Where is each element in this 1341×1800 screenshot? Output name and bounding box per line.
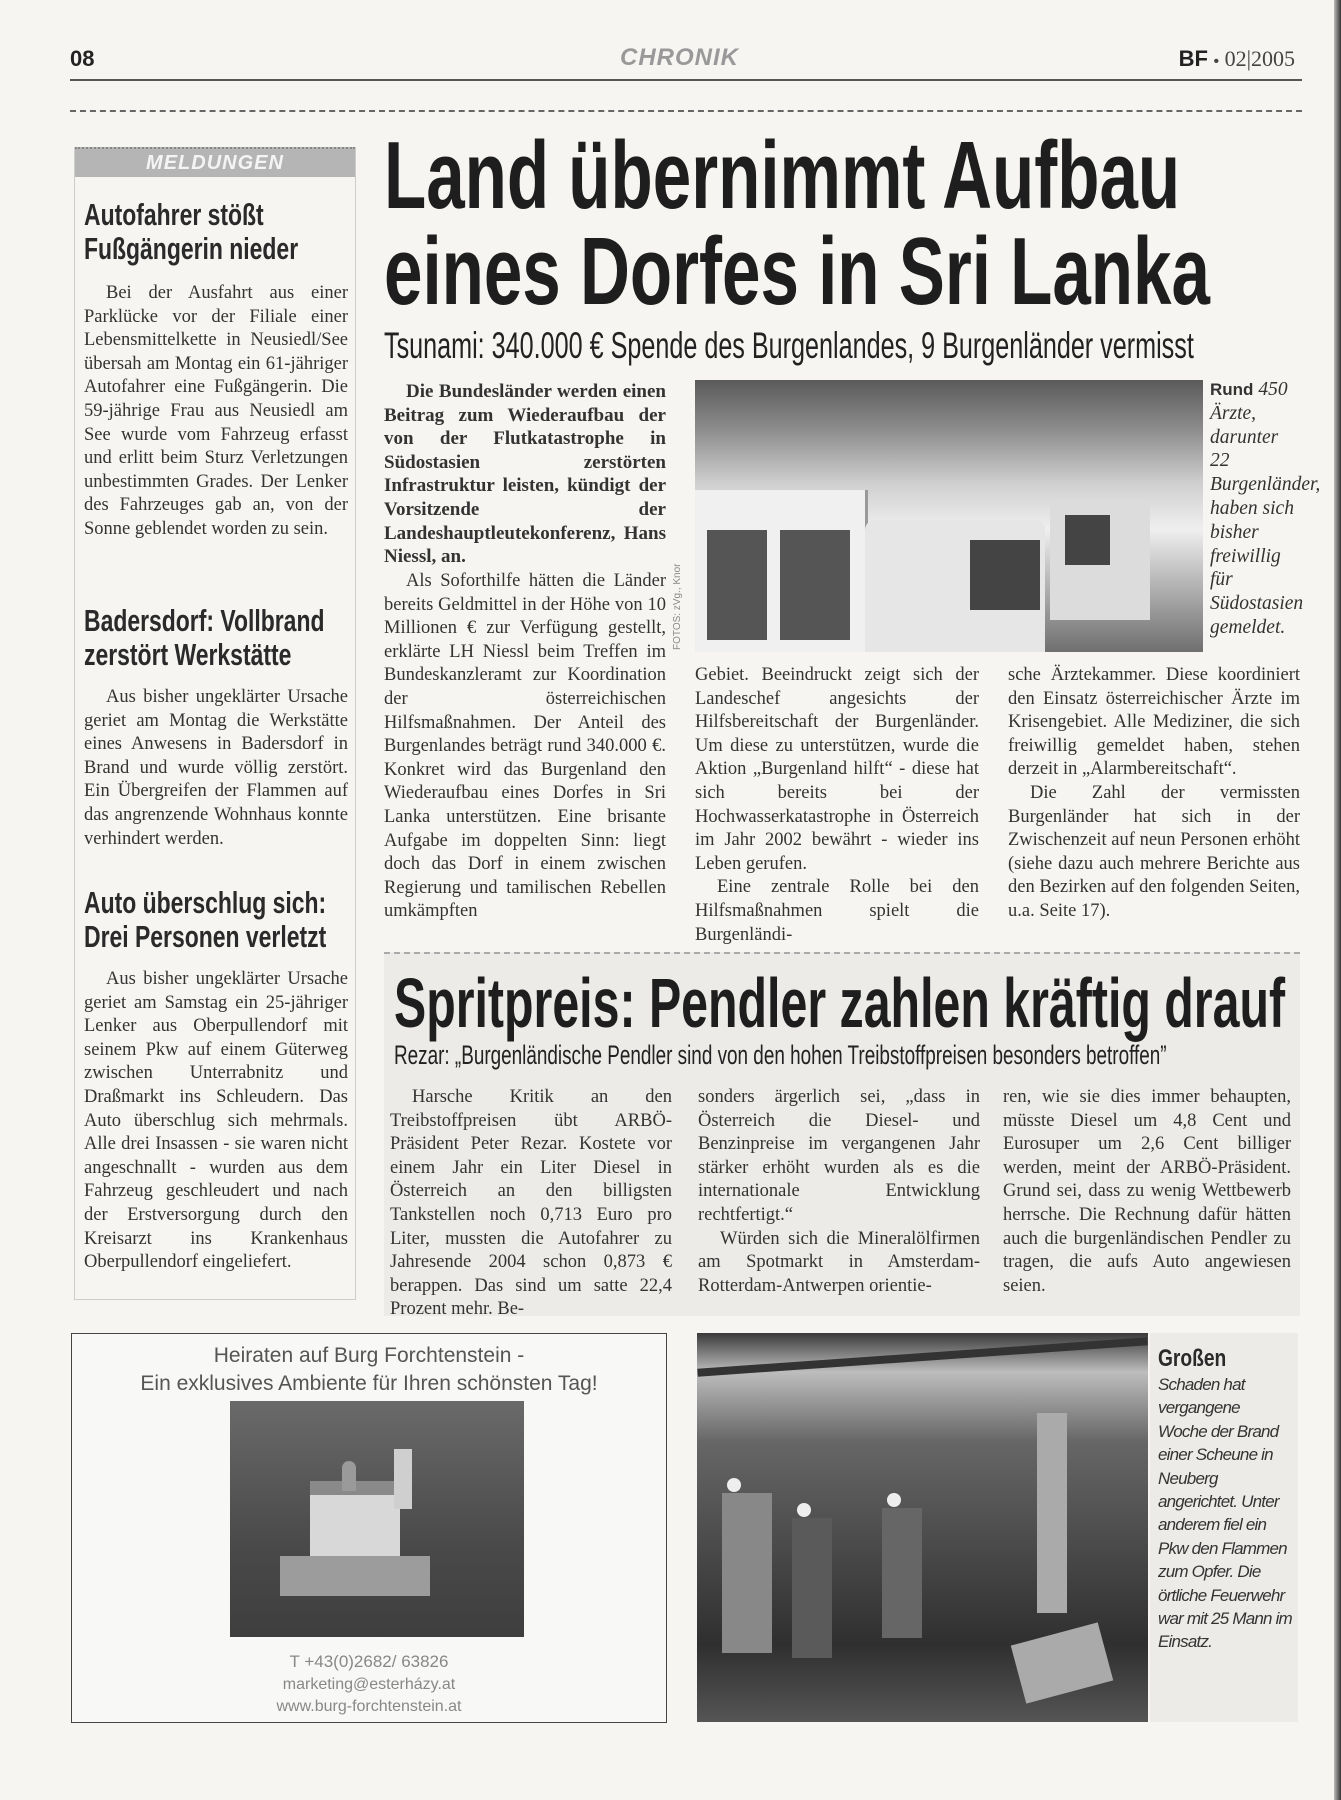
news-item-2 [84,604,348,851]
news-headline-line: Autofahrer stößt [84,197,264,232]
news-headline-line: Badersdorf: Vollbrand [84,603,325,638]
main-headline-line-2: eines Dorfes in Sri Lanka [384,218,1210,325]
caption-text: Schaden hat vergangene Woche der Brand einer Scheune in Neuberg angerichtet. Unter anderem fiel ein Pkw den Flammen zum Opfer. Die örtliche Feuerwehr war mit 25 Mann im Einsatz. [1158,1375,1292,1652]
main-column-1 [384,570,666,924]
news-headline-line: Fußgängerin nieder [84,231,299,266]
page-number: 08 [70,46,95,71]
ad-website[interactable]: www.burg-forchtenstein.at [276,1698,462,1715]
sidebar-label-text: MELDUNGEN [146,152,284,174]
caption-bold: Rund [1210,380,1254,399]
article-paragraph: sche Ärztekammer. Diese koordiniert den Einsatz österreichischer Ärzte im Krisengebiet. Alle Mediziner, die sich freiwillig gemeldet haben, stehen derzeit in „Alarmbereitschaft“. [1008,665,1300,780]
news-text: Aus bisher ungeklärter Ursache geriet am Montag die Werkstätte eines Anwesens in Badersdorf in Brand und wurde völlig zerstört. Ein Übergreifen der Flammen auf das angrenzende Wohnhaus konnte verhindert werden. [84,687,348,849]
caption-text: 450 Ärzte, darunter 22 Burgenländer, haben sich bisher freiwillig für Südostasien gemeldet. [1210,379,1321,638]
second-column-2 [698,1086,980,1298]
main-lead [384,380,666,569]
article-paragraph: Eine zentrale Rolle bei den Hilfsmaßnahmen spielt die Burgenländi- [695,877,979,945]
second-column-1 [390,1086,672,1322]
article-paragraph: Harsche Kritik an den Treibstoffpreisen übt ARBÖ-Präsident Peter Rezar. Kostete vor einem Jahr ein Liter Diesel in Österreich an den billigsten Tankstellen noch 0,713 Euro pro Liter, mussten die Autofahrer zu Jahresende 2004 schon 0,873 € berappen. Das sind um satte 22,4 Prozent mehr. Be- [390,1087,672,1320]
wedding-advertisement [71,1333,667,1723]
issue-number: 02|2005 [1224,46,1295,71]
sidebar-label [75,147,355,177]
photo-credit: FOTOS: zVg., Knor [672,563,683,650]
news-headline-line: Auto überschlug sich: [84,885,327,920]
article-paragraph: sonders ärgerlich sei, „dass in Österreich die Diesel- und Benzinpreise im vergangenen Jahr stärker erhöht wurden als es die internationale Entwicklung rechtfertigt.“ [698,1087,980,1225]
main-column-3 [1008,664,1300,924]
caption-bold: Großen [1158,1345,1227,1372]
barn-fire-caption [1150,1333,1298,1722]
header-rule [70,79,1302,81]
main-column-2 [695,664,979,947]
news-headline [84,886,348,956]
article-paragraph: Gebiet. Beeindruckt zeigt sich der Landeschef angesichts der Hilfsbereitschaft der Burgenländer. Um diese zu unterstützen, wurde die Aktion „Burgenland hilft“ - diese hat sich bereits bei der Hochwasserkatastrophe in Österreich im Jahr 2002 bewährt - wieder ins Leben gerufen. [695,665,979,874]
news-headline-line: Drei Personen verletzt [84,919,327,954]
main-headline-2 [384,218,1341,325]
ad-phone: T +43(0)2682/ 63826 [289,1652,449,1671]
ambulance-photo-caption [1210,378,1321,640]
main-subheadline-text: Tsunami: 340.000 € Spende des Burgenlandes, 9 Burgenländer vermisst [384,325,1194,366]
article-paragraph: ren, wie sie dies immer behaupten, müsste Diesel um 4,8 Cent und Eurosuper um 2,6 Cent billiger werden, meint der ARBÖ-Präsident. Grund sei, dass zu wenig Wettbewerb herrsche. Die Rechnung dafür hätten auch die burgenländischen Pendler zu tragen, die aufs Auto angewiesen seien. [1003,1087,1291,1296]
main-headline-line-1: Land übernimmt Aufbau [384,122,1181,229]
castle-photo [230,1401,524,1637]
ad-title-1: Heiraten auf Burg Forchtenstein - [213,1344,525,1367]
issue-info [1179,46,1295,72]
news-headline [84,198,348,268]
barn-fire-photo [697,1333,1148,1722]
second-column-3 [1003,1086,1291,1298]
publication-name: BF [1178,46,1208,71]
ad-title-2: Ein exklusives Ambiente für Ihren schönsten Tag! [140,1372,598,1395]
article-paragraph: Würden sich die Mineralölfirmen am Spotmarkt in Amsterdam-Rotterdam-Antwerpen orientie- [698,1228,980,1296]
dashed-divider [70,110,1302,112]
second-headline [394,964,1341,1042]
main-headline [384,122,1341,229]
ad-email[interactable]: marketing@esterházy.at [282,1676,456,1693]
news-item-3 [84,886,348,1275]
news-text: Aus bisher ungeklärter Ursache geriet am Samstag ein 25-jähriger Lenker aus Oberpullendorf mit seinem Pkw auf einem Güterweg zwischen Unterrabnitz und Draßmarkt ins Schleudern. Das Auto überschlug sich mehrmals. Alle drei Insassen - sie waren nicht angeschnallt - wurden aus dem Fahrzeug geschleudert und nach der Erstversorgung durch den Kreisarzt ins Krankenhaus Oberpullendorf eingeliefert. [84,969,348,1273]
page-binding-shadow [1334,0,1341,1800]
news-text: Bei der Ausfahrt aus einer Parklücke vor der Filiale einer Lebensmittelkette in Neusiedl/See übersah am Montag ein 61-jähriger Autofahrer eine Fußgängerin. Die 59-jährige Frau aus Neusiedl am See wurde vom Fahrzeug erfasst und erlitt beim Sturz Verletzungen unbestimmten Grades. Der Lenker des Fahrzeuges gab an, von der Sonne geblendet worden zu sein. [84,283,348,539]
lead-text: Die Bundesländer werden einen Beitrag zum Wiederaufbau der von der Flutkatastrophe in Südostasien zerstörten Infrastruktur leisten, kündigt der Vorsitzende der Landeshauptleutekonferenz, Hans Niessl, an. [384,381,666,568]
second-subheadline [394,1040,1341,1070]
ambulance-photo [695,380,1203,652]
news-item-1 [84,198,348,542]
news-headline [84,604,348,674]
second-headline-text: Spritpreis: Pendler zahlen kräftig drauf [394,964,1286,1042]
main-subheadline [384,326,1341,366]
separator-dot: • [1213,53,1220,70]
news-headline-line: zerstört Werkstätte [84,637,292,672]
section-title: CHRONIK [620,44,739,71]
article-paragraph: Als Soforthilfe hätten die Länder bereits Geldmittel in der Höhe von 10 Millionen € zur Verfügung gestellt, erklärte LH Niessl beim Treffen im Bundeskanzleramt zur Koordination der österreichischen Hilfsmaßnahmen. Der Anteil des Burgenlandes beträgt rund 340.000 €. Konkret wird das Burgenland den Wiederaufbau eines Dorfes in Sri Lanka unterstützen. Eine brisante Aufgabe im doppelten Sinn: liegt doch das Dorf in einem zwischen Regierung und tamilischen Rebellen umkämpften [384,571,666,922]
second-subheadline-text: Rezar: „Burgenländische Pendler sind von den hohen Treibstoffpreisen besonders betroffen” [394,1040,1167,1070]
article-paragraph: Die Zahl der vermissten Burgenländer hat sich in der Zwischenzeit auf neun Personen erhöht (siehe dazu auch mehrere Berichte aus den Bezirken auf den folgenden Seiten, u.a. Seite 17). [1008,782,1300,921]
